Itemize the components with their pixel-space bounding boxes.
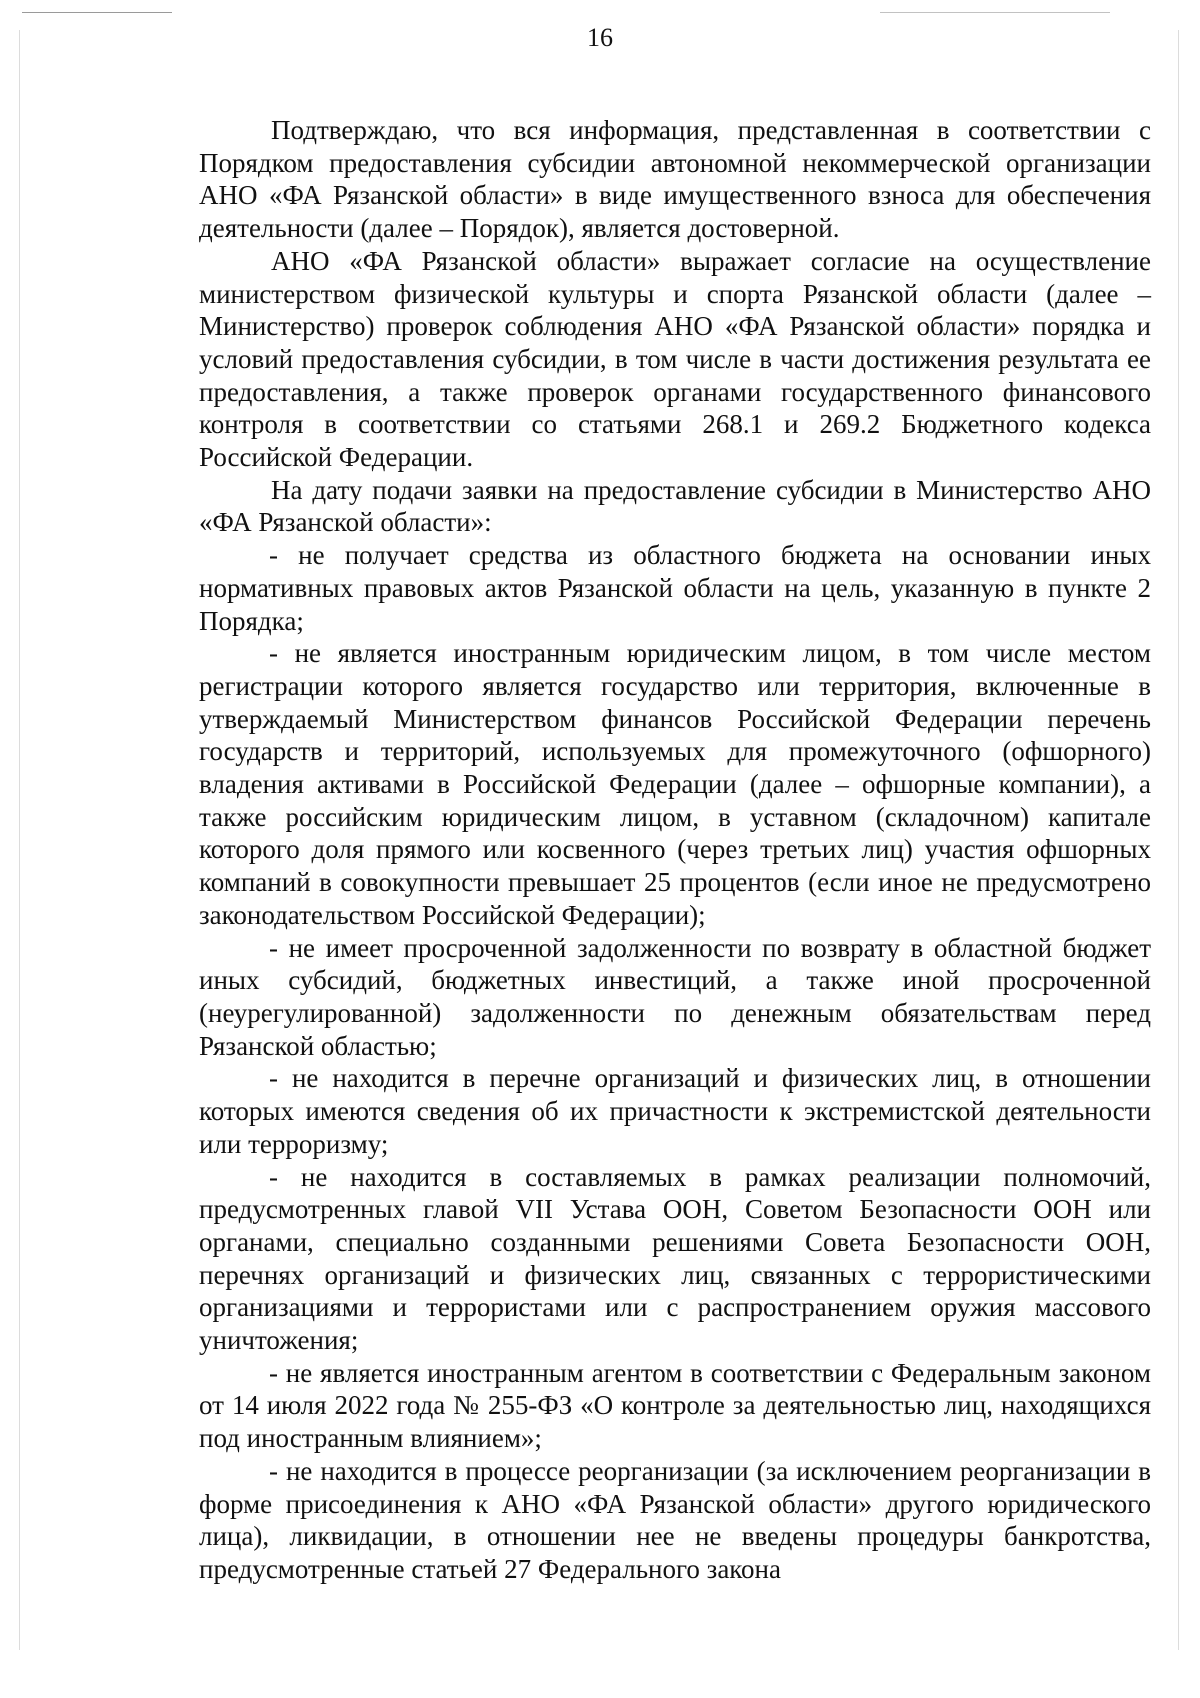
list-item: - не находится в процессе реорганизации (за исключением реорганизации в форме присоединения к АНО «ФА Рязанской области» другого юридического лица), ликвидации, в отношении нее не введены процедуры банкротства, предусмотренные статьей 27 Федерального закона <box>199 1455 1151 1584</box>
scan-edge-top-right <box>880 12 1110 13</box>
list-item: - не является иностранным юридическим лицом, в том числе местом регистрации которого является государство или территория, включенные в утверждаемый Министерством финансов Российской Федерации перечень государств и территорий, используемых для промежуточного (офшорного) владения активами в Российской Федерации (далее – офшорные компании), а также российским юридическим лицом, в уставном (складочном) капитале которого доля прямого или косвенного (через третьих лиц) участия офшорных компаний в совокупности превышает 25 процентов (если иное не предусмотрено законодательством Российской Федерации); <box>199 638 1151 930</box>
list-item: - не имеет просроченной задолженности по возврату в областной бюджет иных субсидий, бюджетных инвестиций, а также иной просроченной (неурегулированной) задолженности по денежным обязательствам перед Рязанской областью; <box>199 932 1151 1061</box>
scan-edge-top <box>22 12 172 13</box>
paragraph-consent: АНО «ФА Рязанской области» выражает согласие на осуществление министерством физической культуры и спорта Рязанской области (далее – Министерство) проверок соблюдения АНО «ФА Рязанской области» порядка и условий предоставления субсидии, в том числе в части достижения результата ее предоставления, а также проверок органами государственного финансового контроля в соответствии со статьями 268.1 и 269.2 Бюджетного кодекса Российской Федерации. <box>199 245 1151 473</box>
list-item: - не находится в перечне организаций и физических лиц, в отношении которых имеются сведения об их причастности к экстремистской деятельности или терроризму; <box>199 1063 1151 1159</box>
list-item: - не является иностранным агентом в соответствии с Федеральным законом от 14 июля 2022 года № 255-ФЗ «О контроле за деятельностью лиц, находящихся под иностранным влиянием»; <box>199 1357 1151 1454</box>
scan-edge-right <box>1178 30 1179 1650</box>
paragraph-confirmation: Подтверждаю, что вся информация, представленная в соответствии с Порядком предоставления субсидии автономной некоммерческой организации АНО «ФА Рязанской области» в виде имущественного взноса для обеспечения деятельности (далее – Порядок), является достоверной. <box>199 115 1151 244</box>
page-number: 16 <box>587 23 613 52</box>
list-item: - не получает средства из областного бюджета на основании иных нормативных правовых актов Рязанской области на цель, указанную в пункте 2 Порядка; <box>199 540 1151 636</box>
scan-edge-left <box>19 30 20 1650</box>
list-item: - не находится в составляемых в рамках реализации полномочий, предусмотренных главой VII Устава ООН, Советом Безопасности ООН или органами, специально созданными решениями Совета Безопасности ООН, перечнях организаций и физических лиц, связанных с террористическими организациями и террористами или с распространением оружия массового уничтожения; <box>199 1161 1151 1356</box>
document-body <box>199 114 1151 1586</box>
paragraph-application-date: На дату подачи заявки на предоставление субсидии в Министерство АНО «ФА Рязанской области»: <box>199 474 1151 538</box>
